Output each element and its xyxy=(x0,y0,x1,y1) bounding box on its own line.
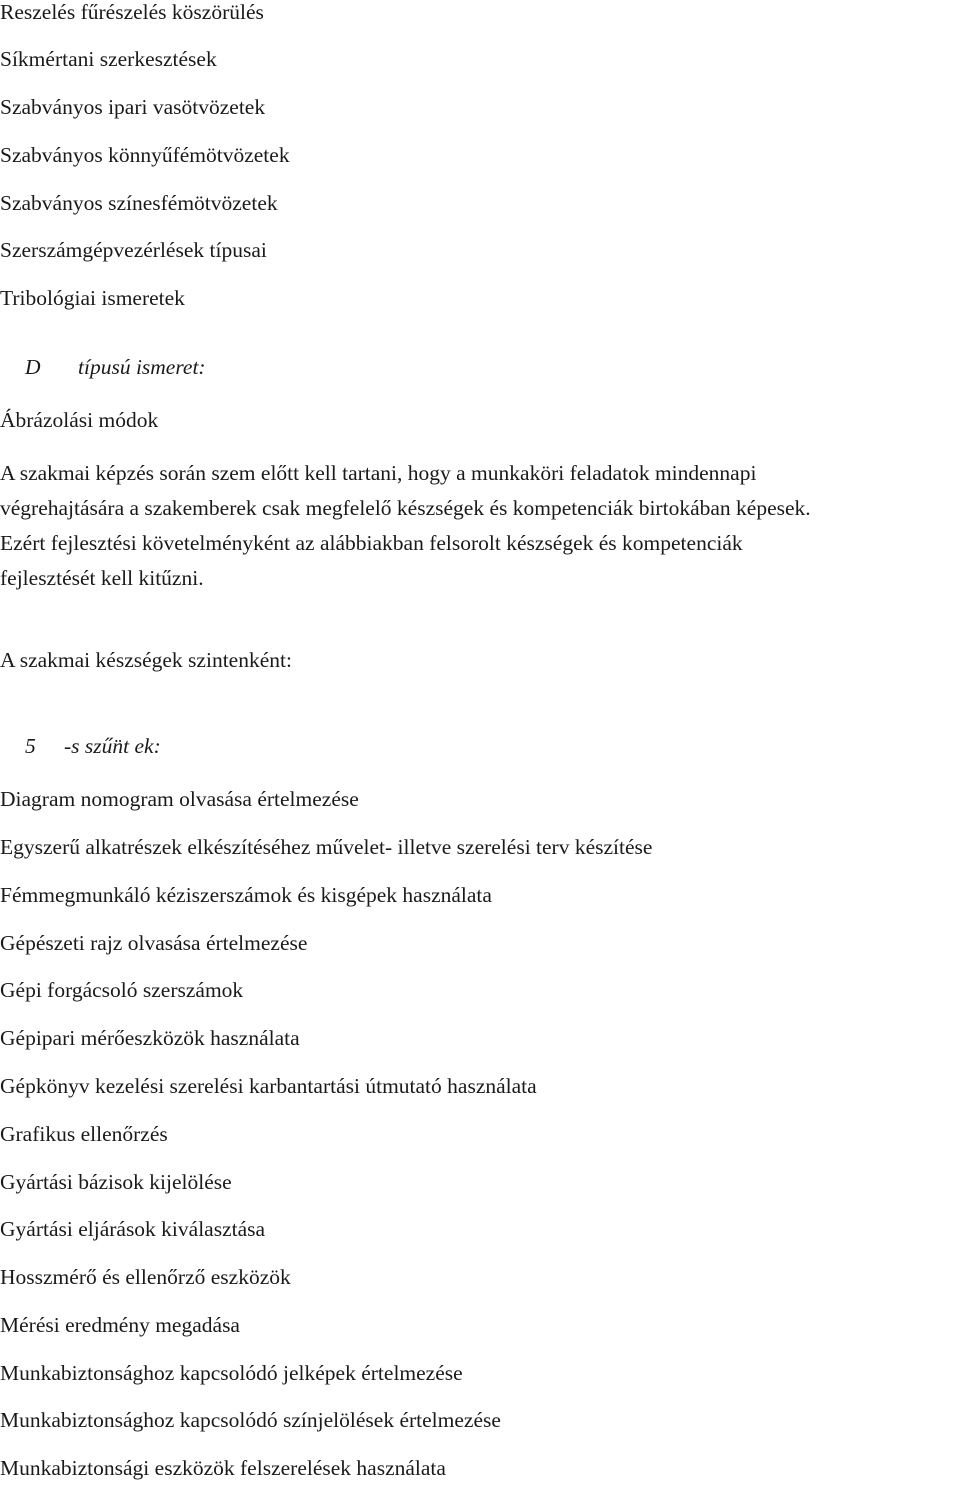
list-item: Gépkönyv kezelési szerelési karbantartási útmutató használata xyxy=(0,1074,537,1098)
list-item: Ábrázolási módok xyxy=(0,408,159,432)
list-item: Diagram nomogram olvasása értelmezése xyxy=(0,787,359,811)
list-item: Tribológiai ismeretek xyxy=(0,286,185,310)
list-item: Munkabiztonsági eszközök felszerelések használata xyxy=(0,1456,446,1480)
list-item: Szabványos könnyűfémötvözetek xyxy=(0,143,290,167)
level-label: típusú ismeret: xyxy=(78,355,206,379)
level-letter: D xyxy=(25,355,41,379)
paragraph-line: fejlesztését kell kitűzni. xyxy=(0,566,204,590)
list-item: Szabványos színesfémötvözetek xyxy=(0,191,278,215)
list-item: Mérési eredmény megadása xyxy=(0,1313,240,1337)
list-item: Munkabiztonsághoz kapcsolódó színjelölések értelmezése xyxy=(0,1408,501,1432)
list-item: Gépi forgácsoló szerszámok xyxy=(0,978,244,1002)
list-item: Szerszámgépvezérlések típusai xyxy=(0,238,267,262)
level-label: -s szűn̈t ek: xyxy=(64,734,161,758)
list-item: Reszelés fűrészelés köszörülés xyxy=(0,0,264,24)
list-item: Fémmegmunkáló kéziszerszámok és kisgépek használata xyxy=(0,883,492,907)
level-number: 5 xyxy=(25,734,36,758)
list-item: Szabványos ipari vasötvözetek xyxy=(0,95,266,119)
list-item: Munkabiztonsághoz kapcsolódó jelképek értelmezése xyxy=(0,1361,463,1385)
list-item: Egyszerű alkatrészek elkészítéséhez művelet- illetve szerelési terv készítése xyxy=(0,835,653,859)
list-item: Gyártási eljárások kiválasztása xyxy=(0,1217,266,1241)
list-item: Gépészeti rajz olvasása értelmezése xyxy=(0,931,308,955)
list-item: Síkmértani szerkesztések xyxy=(0,47,217,71)
paragraph-line: végrehajtására a szakemberek csak megfelelő készségek és kompetenciák birtokában képesek. xyxy=(0,496,811,520)
list-item: Gépipari mérőeszközök használata xyxy=(0,1026,300,1050)
paragraph-line: Ezért fejlesztési követelményként az alábbiakban felsorolt készségek és kompetenciák xyxy=(0,531,743,555)
section-heading: A szakmai készségek szintenként: xyxy=(0,648,292,672)
paragraph-line: A szakmai képzés során szem előtt kell tartani, hogy a munkaköri feladatok mindennapi xyxy=(0,461,757,485)
list-item: Hosszmérő és ellenőrző eszközök xyxy=(0,1265,291,1289)
list-item: Grafikus ellenőrzés xyxy=(0,1122,168,1146)
list-item: Gyártási bázisok kijelölése xyxy=(0,1170,232,1194)
